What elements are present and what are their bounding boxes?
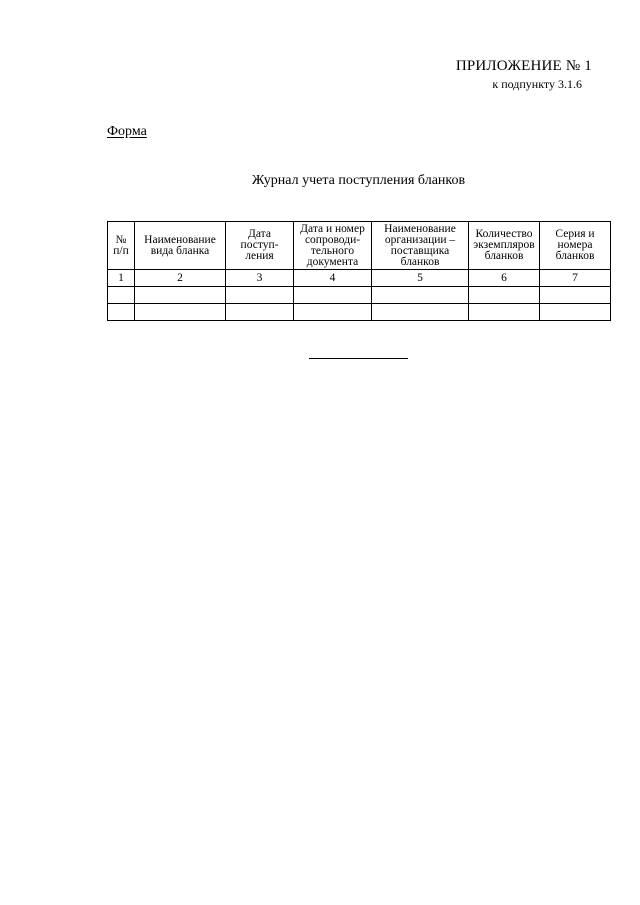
form-label: Форма (107, 124, 147, 139)
table-cell (294, 287, 372, 304)
appendix-subtitle: к подпункту 3.1.6 (492, 77, 582, 91)
column-number-cell: 5 (372, 270, 469, 287)
column-number-cell: 7 (540, 270, 611, 287)
column-number-cell: 4 (294, 270, 372, 287)
column-number-cell: 3 (226, 270, 294, 287)
table-cell (108, 304, 135, 321)
table-cell (372, 304, 469, 321)
header-label: Наименование организации – поставщика бланков (384, 222, 456, 268)
header-cell-form-type (135, 222, 226, 270)
table-row (108, 304, 611, 321)
header-label: № п/п (113, 233, 129, 257)
column-number-cell: 6 (469, 270, 540, 287)
appendix-block (456, 58, 592, 91)
table-cell (540, 287, 611, 304)
header-label: Наименование вида бланка (144, 233, 216, 257)
appendix-title: ПРИЛОЖЕНИЕ № 1 (455, 58, 592, 74)
header-cell-series (540, 222, 611, 270)
table-cell (135, 287, 226, 304)
header-label: Дата поступ- ления (240, 228, 279, 262)
table-row (108, 287, 611, 304)
end-separator-line (309, 358, 408, 359)
table-cell (469, 304, 540, 321)
header-cell-document (294, 222, 372, 270)
column-number-cell: 1 (108, 270, 135, 287)
column-number-row (108, 270, 611, 287)
table-cell (469, 287, 540, 304)
journal-title: Журнал учета поступления бланков (251, 173, 466, 188)
header-label: Дата и номер сопроводи- тельного документа (300, 222, 365, 268)
table-cell (135, 304, 226, 321)
table-cell (226, 287, 294, 304)
header-cell-supplier (372, 222, 469, 270)
journal-table (107, 221, 611, 321)
header-label: Количество экземпляров бланков (473, 228, 535, 262)
table-cell (540, 304, 611, 321)
header-cell-receipt-date (226, 222, 294, 270)
table-header-row (108, 222, 611, 270)
header-cell-quantity (469, 222, 540, 270)
table-cell (226, 304, 294, 321)
header-label: Серия и номера бланков (555, 228, 595, 262)
table-cell (294, 304, 372, 321)
column-number-cell: 2 (135, 270, 226, 287)
table-cell (108, 287, 135, 304)
table-cell (372, 287, 469, 304)
header-cell-number (108, 222, 135, 270)
